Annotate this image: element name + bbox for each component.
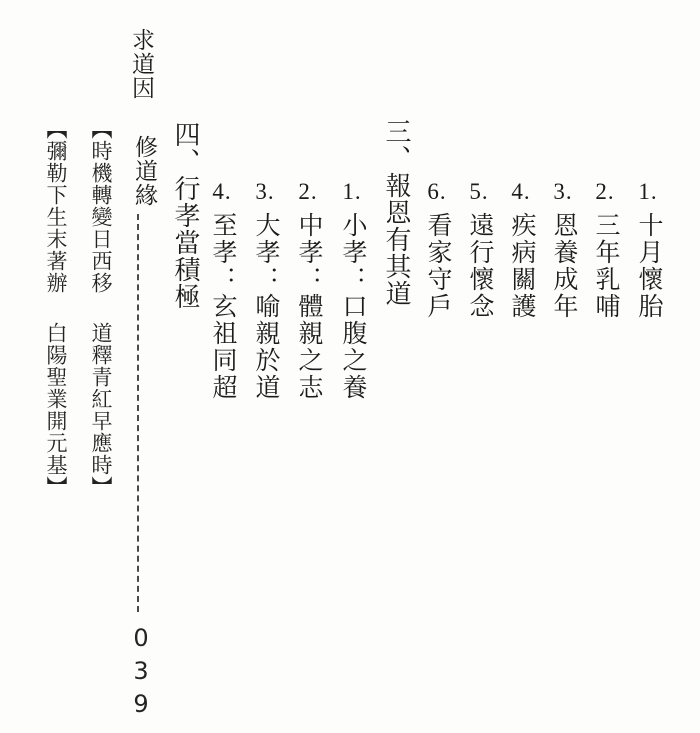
item-number: 2. (298, 179, 318, 204)
item-text: 三年乳哺 (592, 212, 619, 320)
item-text: 中孝：體親之志 (295, 212, 322, 401)
item-number: 3. (255, 179, 275, 204)
verse-2-line-1: 【彌勒下生末著辦 (44, 118, 68, 294)
chapter-title-line1: 求道因 (129, 28, 154, 100)
chapter-title-line2: 修道緣 (132, 135, 157, 207)
item-text: 小孝：口腹之養 (339, 212, 366, 401)
page-number: 039 (127, 624, 155, 723)
item-text: 遠行懷念 (466, 212, 493, 320)
item-number: 4. (511, 179, 531, 204)
kindness-item (420, 180, 454, 320)
verse-2-line-2: 白陽聖業開元基】 (44, 322, 68, 498)
item-number: 4. (212, 179, 232, 204)
item-text: 看家守戶 (424, 212, 451, 320)
verse-1-line-2: 道釋青紅早應時】 (89, 322, 113, 498)
item-number: 1. (638, 179, 658, 204)
kindness-item (631, 180, 665, 320)
item-number: 5. (469, 179, 489, 204)
item-number: 2. (595, 179, 615, 204)
item-text: 疾病關護 (508, 212, 535, 320)
section-four-heading: 四、行孝當積極 (171, 121, 200, 310)
item-number: 3. (553, 179, 573, 204)
item-text: 大孝：喻親於道 (252, 212, 279, 401)
kindness-item (462, 180, 496, 320)
item-text: 恩養成年 (550, 212, 577, 320)
item-number: 6. (427, 179, 447, 204)
item-number: 1. (342, 179, 362, 204)
dashed-leader-line (137, 214, 139, 612)
filial-item (205, 180, 239, 401)
verse-1-line-1: 【時機轉變日西移 (89, 118, 113, 294)
kindness-item (504, 180, 538, 320)
section-three-heading: 三、報恩有其道 (382, 118, 411, 307)
filial-item (291, 180, 325, 401)
item-text: 至孝：玄祖同超 (209, 212, 236, 401)
item-text: 十月懷胎 (635, 212, 662, 320)
kindness-item (546, 180, 580, 320)
filial-item (248, 180, 282, 401)
kindness-item (588, 180, 622, 320)
filial-item (335, 180, 369, 401)
